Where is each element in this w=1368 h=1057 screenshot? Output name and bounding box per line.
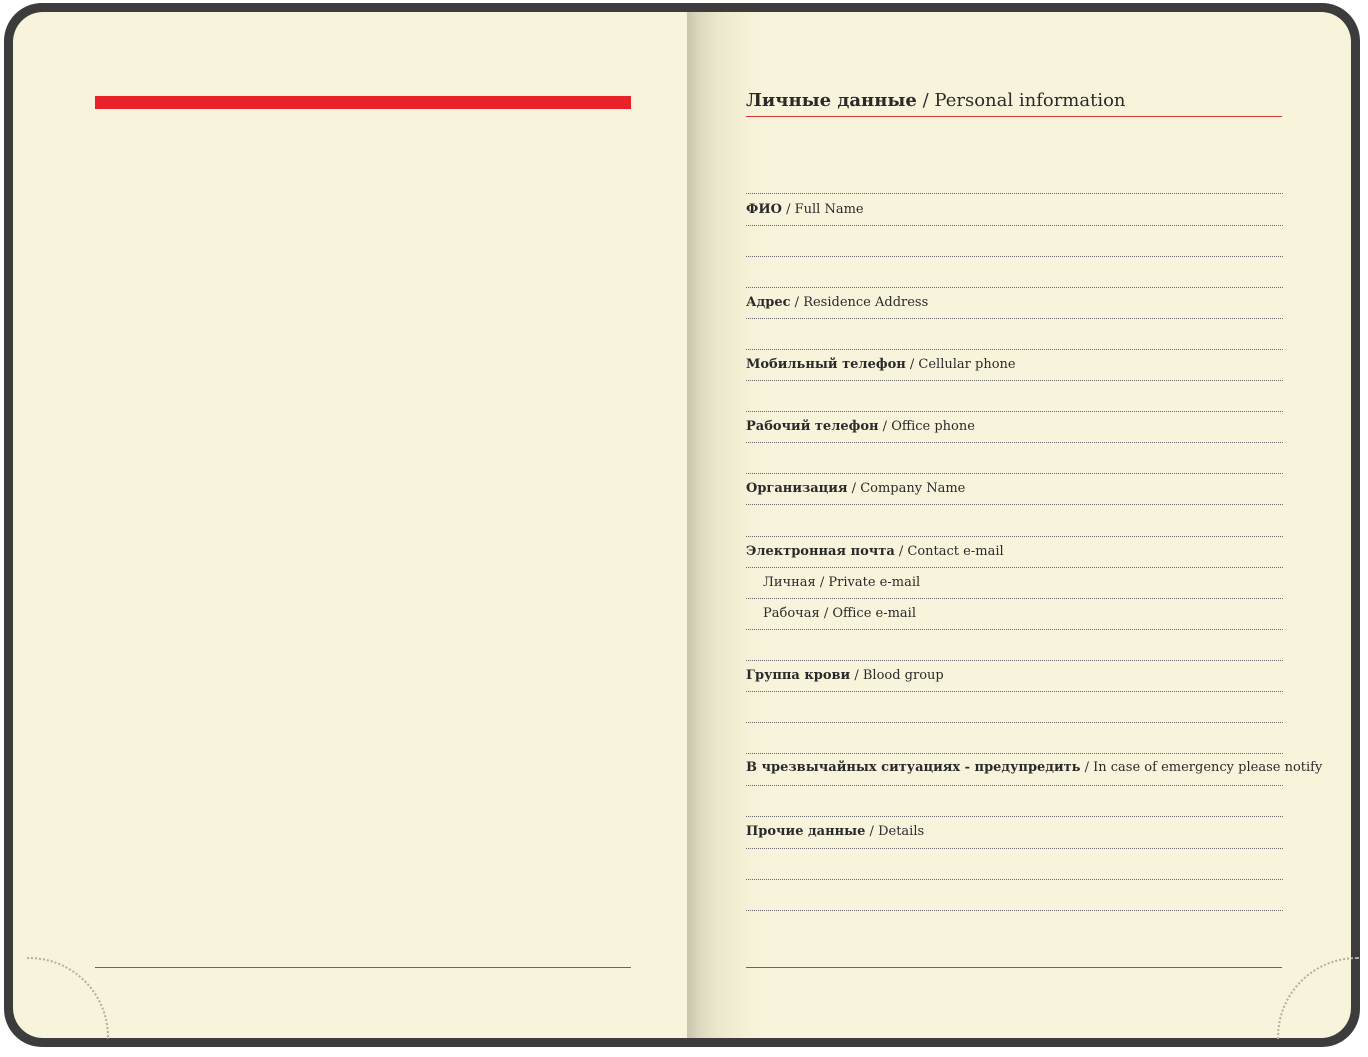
field-label-ru: В чрезвычайных ситуациях - предупредить <box>746 760 1081 775</box>
field-label-en: Office phone <box>891 419 975 434</box>
field-label-ru: Группа крови <box>746 668 851 683</box>
field-office-phone <box>746 419 975 435</box>
writing-line <box>746 879 1283 880</box>
left-corner-pocket-stitch <box>27 957 109 1039</box>
field-label-en: Private e-mail <box>828 575 921 590</box>
field-label-ru: Электронная почта <box>746 544 895 559</box>
writing-line <box>746 380 1283 381</box>
writing-line <box>746 660 1283 661</box>
writing-line <box>746 785 1283 786</box>
writing-line <box>746 910 1283 911</box>
field-separator: / <box>1080 760 1094 775</box>
notebook-cover <box>4 3 1360 1047</box>
writing-line <box>746 848 1283 849</box>
writing-line <box>746 753 1283 754</box>
left-bottom-rule <box>95 967 631 968</box>
field-label-ru: Мобильный телефон <box>746 357 906 372</box>
field-label-ru: Личная <box>763 575 816 590</box>
field-separator: / <box>894 544 908 559</box>
field-label-en: Office e-mail <box>832 606 916 621</box>
field-label-en: Blood group <box>862 668 944 683</box>
writing-line <box>746 473 1283 474</box>
writing-line <box>746 504 1283 505</box>
field-label-en: In case of emergency please notify <box>1093 760 1323 775</box>
field-company-name <box>746 481 965 497</box>
field-label-en: Full Name <box>794 202 864 217</box>
field-label-en: Residence Address <box>803 295 929 310</box>
writing-line <box>746 349 1283 350</box>
writing-line <box>746 256 1283 257</box>
left-page <box>13 12 690 1038</box>
field-label-en: Contact e-mail <box>907 544 1004 559</box>
field-residence-address <box>746 295 928 311</box>
field-separator: / <box>850 668 863 683</box>
title-underline <box>746 116 1282 117</box>
right-corner-pocket-stitch <box>1277 957 1359 1039</box>
field-label-en: Cellular phone <box>918 357 1016 372</box>
field-details <box>746 824 924 840</box>
writing-line <box>746 411 1283 412</box>
writing-line <box>746 629 1283 630</box>
field-separator: / <box>847 481 861 496</box>
writing-line <box>746 193 1283 194</box>
field-cellular-phone <box>746 357 1016 373</box>
writing-line <box>746 598 1283 599</box>
field-emergency-contact <box>746 760 1322 776</box>
writing-line <box>746 225 1283 226</box>
writing-line <box>746 816 1283 817</box>
field-label-ru: Адрес <box>746 295 791 310</box>
field-separator: / <box>790 295 804 310</box>
field-label-ru: Прочие данные <box>746 824 866 839</box>
writing-line <box>746 442 1283 443</box>
field-blood-group <box>746 668 944 684</box>
field-label-ru: Рабочий телефон <box>746 419 879 434</box>
field-label-ru: Организация <box>746 481 848 496</box>
field-separator: / <box>815 575 829 590</box>
field-separator: / <box>819 606 833 621</box>
page-title-ru: Личные данные <box>746 90 917 111</box>
writing-line <box>746 722 1283 723</box>
field-separator: / <box>905 357 919 372</box>
field-full-name <box>746 202 864 218</box>
field-separator: / <box>878 419 892 434</box>
field-label-ru: ФИО <box>746 202 782 217</box>
writing-line <box>746 567 1283 568</box>
right-bottom-rule <box>746 967 1282 968</box>
red-accent-bar <box>95 96 631 109</box>
writing-line <box>746 287 1283 288</box>
field-contact-email <box>746 544 1004 560</box>
writing-line <box>746 691 1283 692</box>
right-page <box>687 12 1351 1038</box>
writing-line <box>746 536 1283 537</box>
field-label-en: Company Name <box>860 481 966 496</box>
page-title <box>746 90 1126 111</box>
field-separator: / <box>865 824 879 839</box>
field-office-email <box>763 606 916 622</box>
page-title-separator: / <box>916 90 935 111</box>
page-title-en: Personal information <box>934 90 1126 111</box>
writing-line <box>746 318 1283 319</box>
field-private-email <box>763 575 920 591</box>
field-label-en: Details <box>878 824 925 839</box>
field-label-ru: Рабочая <box>763 606 820 621</box>
field-separator: / <box>781 202 795 217</box>
